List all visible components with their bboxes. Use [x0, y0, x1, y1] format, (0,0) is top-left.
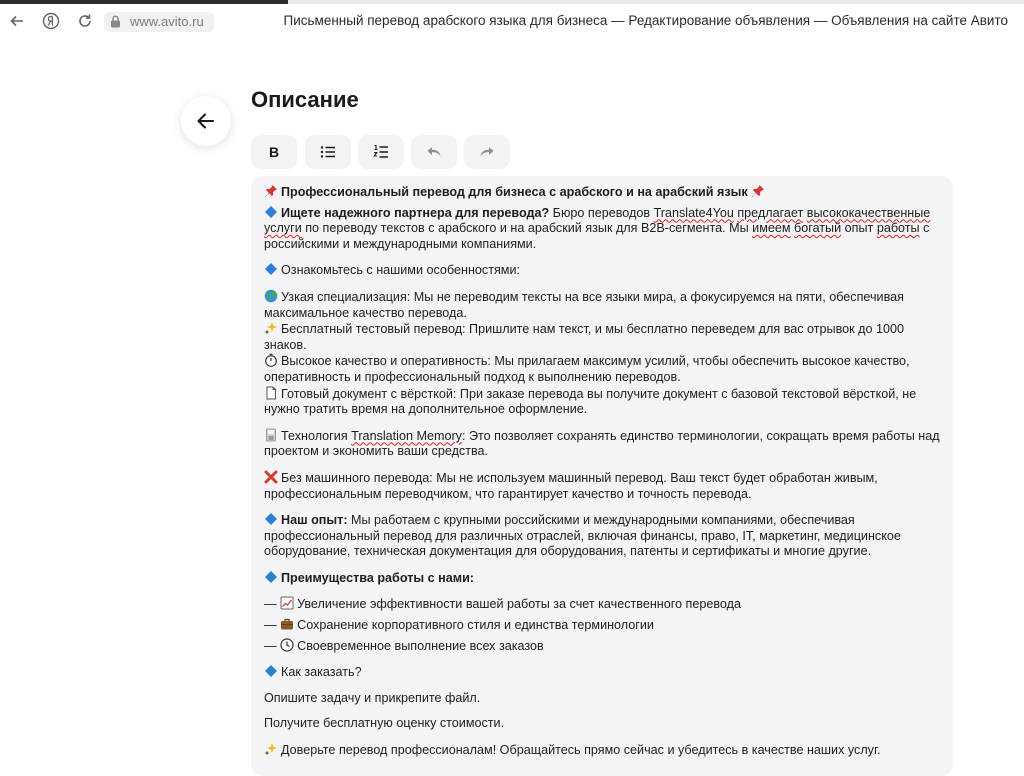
floppy-disk-icon [264, 428, 278, 442]
advantage-item: — Сохранение корпоративного стиля и единства терминологии [264, 618, 654, 633]
closing-line: Доверьте перевод профессионалам! Обращайтесь прямо сейчас и убедитесь в качестве наших услуг. [264, 742, 950, 759]
intro-paragraph: Ищете надежного партнера для перевода? Бюро переводов Translate4You предлагает высококачественные услуги по переводу текстов с арабского и на арабский язык для B2B-сегмента. Мы имеем богатый опыт работы с российскими и международными компаниями. [264, 205, 931, 251]
feature-item: Технология Translation Memory: Это позволяет сохранять единство терминологии, сокращать время работы над проектом и экономить ваши средства. [264, 428, 940, 459]
undo-icon [426, 145, 442, 159]
browser-back-button[interactable] [6, 10, 28, 32]
order-question: Как заказать? [264, 664, 950, 681]
features-heading: Ознакомьтесь с нашими особенностями: [264, 262, 950, 279]
arrow-left-icon [196, 111, 216, 131]
yandex-button[interactable] [40, 10, 62, 32]
description-text [264, 184, 950, 759]
cross-mark-icon [264, 470, 278, 484]
experience-paragraph: Наш опыт: Мы работаем с крупными российскими и международными компаниями, обеспечивая профессиональный перевод для различных отраслей, включая финансы, право, IT, маркетинг, медицинское оборудование, техническая документация для оборудования, патенты и сертификаты и многие другие. [264, 513, 901, 559]
redo-button[interactable] [464, 135, 510, 169]
feature-item: Бесплатный тестовый перевод: Пришлите нам текст, и мы бесплатно переведем для вас отрывок до 1000 знаков. [264, 322, 905, 352]
bullet-list-icon [320, 145, 336, 159]
numbered-list-button[interactable] [358, 135, 404, 169]
feature-item: Узкая специализация: Мы не переводим тексты на все языки мира, а фокусируемся на пяти, обеспечивая максимальное качество перевода. [264, 289, 904, 320]
feature-item: Готовый документ с вёрсткой: При заказе перевода вы получите документ с базовой текстовой вёрсткой, не нужно тратить время на дополнительное оформление. [264, 386, 917, 417]
yandex-icon [42, 12, 60, 30]
blue-diamond-icon [264, 262, 278, 276]
blue-diamond-icon [264, 570, 278, 584]
browser-address-bar [0, 4, 1024, 36]
chart-increasing-icon [280, 596, 294, 610]
document-icon [264, 386, 278, 400]
stopwatch-icon [264, 353, 278, 367]
page-title: Письменный перевод арабского языка для бизнеса — Редактирование объявления — Объявления на сайте Авито [283, 13, 1008, 28]
bullet-list-button[interactable] [305, 135, 351, 169]
advantages-heading: Преимущества работы с нами: [264, 570, 950, 587]
bold-button[interactable]: B [251, 135, 297, 169]
title-line: Профессиональный перевод для бизнеса с арабского и на арабский язык [264, 184, 950, 201]
undo-button[interactable] [411, 135, 457, 169]
clock-icon [280, 638, 294, 652]
blue-diamond-icon [264, 512, 278, 526]
globe-icon [264, 289, 278, 303]
advantage-item: — Увеличение эффективности вашей работы за счет качественного перевода [264, 597, 742, 612]
sparkles-icon [264, 321, 278, 335]
order-step: Опишите задачу и прикрепите файл. [264, 690, 481, 705]
order-step: Получите бесплатную оценку стоимости. [264, 716, 505, 731]
arrow-left-icon [10, 14, 24, 28]
feature-item: Без машинного перевода: Мы не используем машинный перевод. Ваш текст будет обработан живым, профессиональным переводчиком, что гарантирует качество и точность перевода. [264, 470, 878, 501]
blue-diamond-icon [264, 664, 278, 678]
numbered-list-icon [373, 144, 389, 160]
pushpin-icon [264, 184, 278, 198]
sparkles-icon [264, 742, 278, 756]
reload-button[interactable] [74, 10, 96, 32]
url-field[interactable] [104, 12, 214, 32]
pushpin-icon [751, 184, 765, 198]
blue-diamond-icon [264, 205, 278, 219]
reload-icon [77, 13, 93, 29]
redo-icon [479, 145, 495, 159]
lock-icon [110, 15, 121, 28]
back-button[interactable] [181, 96, 231, 146]
briefcase-icon [280, 617, 294, 631]
url-text: www.avito.ru [130, 14, 204, 29]
feature-item: Высокое качество и оперативность: Мы прилагаем максимум усилий, чтобы обеспечить высокое качество, оперативность и профессиональный подход к выполнению переводов. [264, 354, 910, 384]
section-heading: Описание [251, 87, 359, 112]
advantage-item: — Своевременное выполнение всех заказов [264, 638, 544, 653]
